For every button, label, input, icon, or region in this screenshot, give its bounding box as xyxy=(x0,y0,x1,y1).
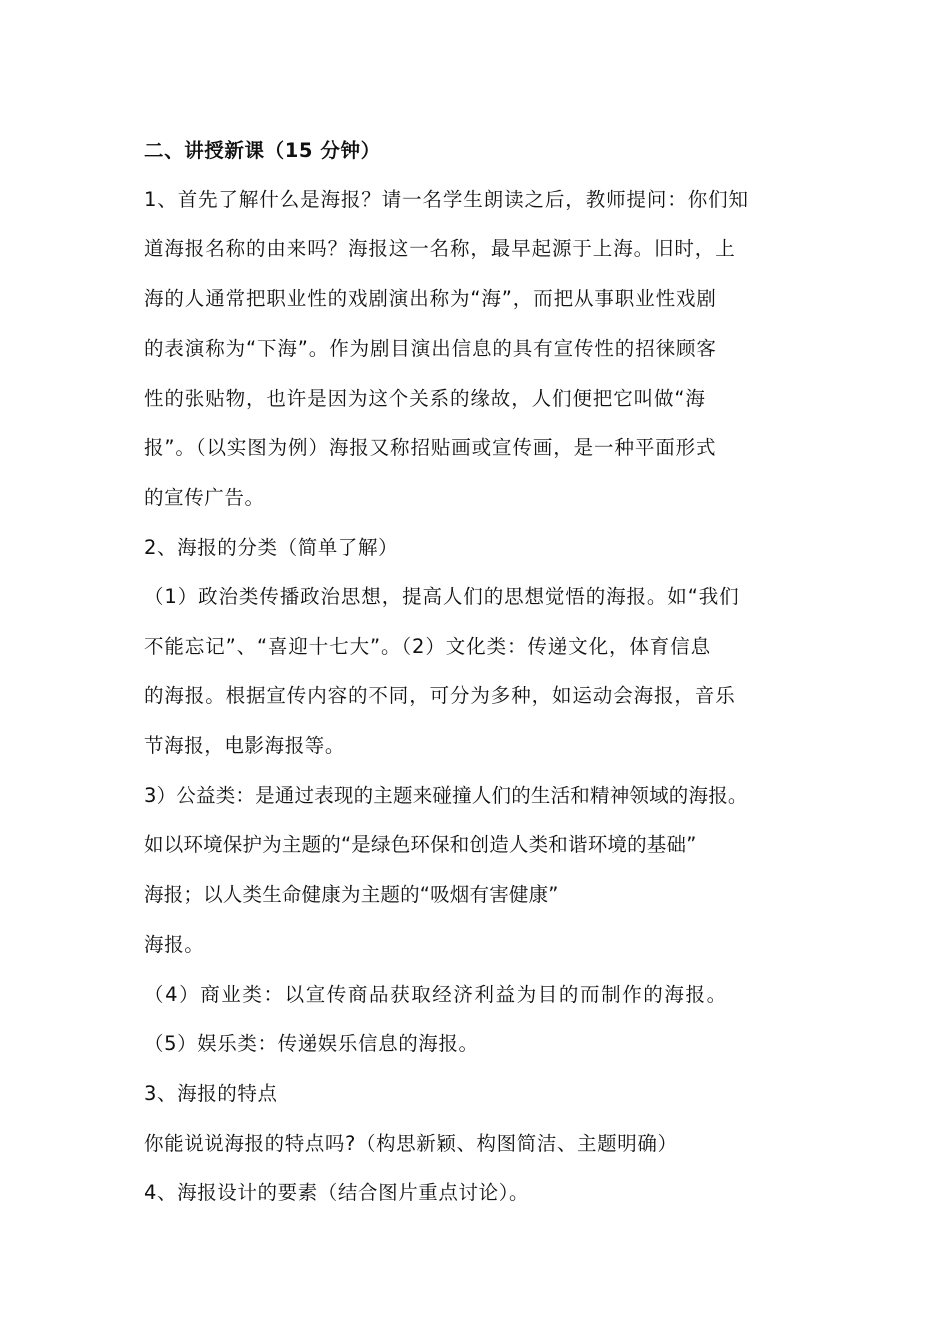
paragraph-line: 海报；以人类生命健康为主题的“吸烟有害健康” xyxy=(144,883,559,906)
paragraph-line: 节海报，电影海报等。 xyxy=(144,734,346,757)
paragraph-line: （1）政治类传播政治思想，提高人们的思想觉悟的海报。如“我们 xyxy=(144,585,740,608)
paragraph-line: 报”。（以实图为例）海报又称招贴画或宣传画，是一种平面形式 xyxy=(144,436,717,459)
paragraph-line: 的海报。根据宣传内容的不同，可分为多种，如运动会海报，音乐 xyxy=(144,684,736,707)
paragraph-line: （5）娱乐类：传递娱乐信息的海报。 xyxy=(144,1032,479,1055)
paragraph-line: 如以环境保护为主题的“是绿色环保和创造人类和谐环境的基础” xyxy=(144,833,697,856)
paragraph-line: 1、首先了解什么是海报？请一名学生朗读之后，教师提问：你们知 xyxy=(144,188,749,211)
paragraph-line: 的宣传广告。 xyxy=(144,486,265,509)
subsection-title: 2、海报的分类（简单了解） xyxy=(144,536,399,559)
paragraph-line: 3）公益类：是通过表现的主题来碰撞人们的生活和精神领域的海报。 xyxy=(144,784,748,807)
section-heading: 二、讲授新课（15 分钟） xyxy=(144,139,381,162)
subsection-title: 3、海报的特点 xyxy=(144,1082,278,1105)
paragraph-line: 你能说说海报的特点吗?（构思新颖、构图简洁、主题明确） xyxy=(144,1132,678,1155)
paragraph-line: 海报。 xyxy=(144,933,205,956)
paragraph-line: （4）商业类：以宣传商品获取经济利益为目的而制作的海报。 xyxy=(144,983,728,1006)
paragraph-line: 的表演称为“下海”。作为剧目演出信息的具有宣传性的招徕顾客 xyxy=(144,337,717,360)
paragraph-line: 性的张贴物，也许是因为这个关系的缘故，人们便把它叫做“海 xyxy=(144,387,706,410)
subsection-title: 4、海报设计的要素（结合图片重点讨论）。 xyxy=(144,1181,530,1204)
paragraph-line: 海的人通常把职业性的戏剧演出称为“海”，而把从事职业性戏剧 xyxy=(144,287,717,310)
paragraph-line: 不能忘记”、“喜迎十七大”。（2）文化类：传递文化，体育信息 xyxy=(144,635,711,658)
paragraph-line: 道海报名称的由来吗？海报这一名称，最早起源于上海。旧时，上 xyxy=(144,237,736,260)
